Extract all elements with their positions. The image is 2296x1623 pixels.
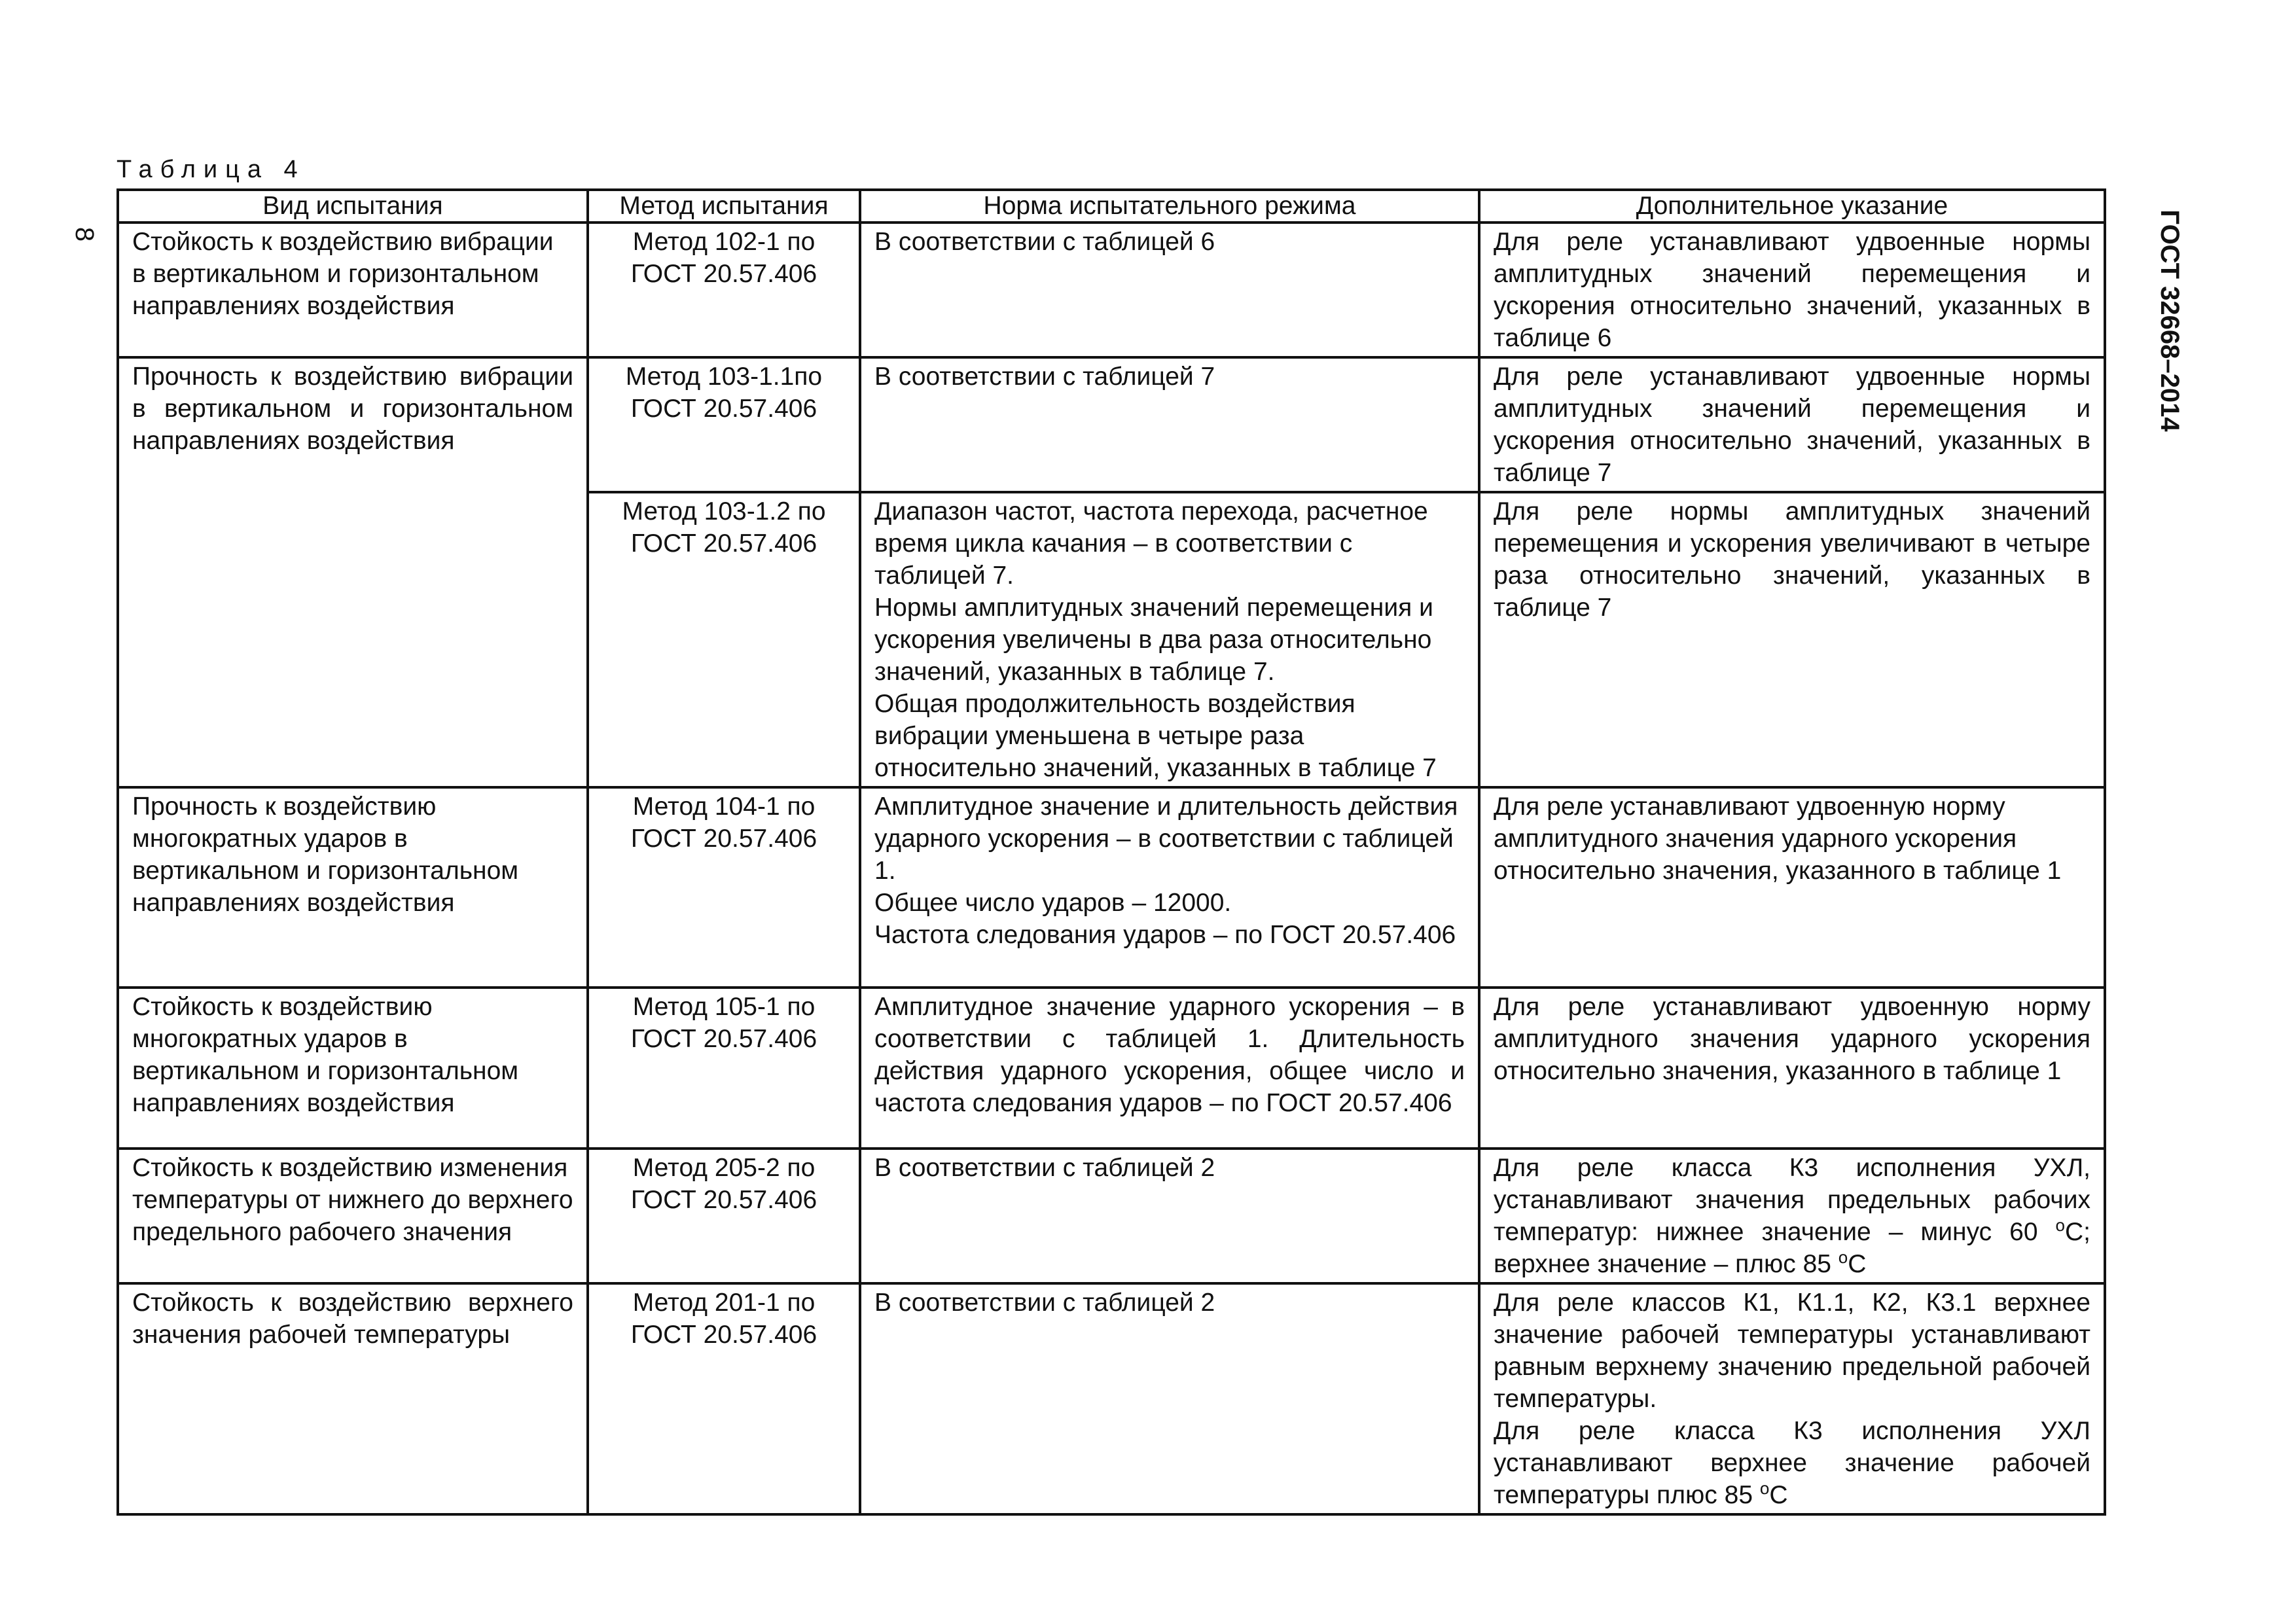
cell-test-norm: В соответствии с таблицей 2 [860, 1149, 1479, 1283]
note-text: Для реле класса К3 исполнения УХЛ, устанавливают значения предельных рабочих температур: нижнее значение – минус 60 [1494, 1154, 2090, 1246]
cell-additional-note: Для реле устанавливают удвоенную норму амплитудного значения ударного ускорения относительно значения, указанного в таблице 1 [1479, 988, 2105, 1149]
note-text: С [1769, 1481, 1788, 1509]
header-test-type: Вид испытания [118, 190, 588, 223]
note-text: С [1848, 1250, 1867, 1278]
cell-test-method: Метод 103-1.1по ГОСТ 20.57.406 [588, 357, 860, 492]
norm-line: Амплитудное значение и длительность действия ударного ускорения – в соответствии с таблицей 1. [874, 793, 1458, 885]
table-row [118, 357, 2105, 492]
note-text: Для реле класса К3 исполнения УХЛ устанавливают верхнее значение рабочей температуры плюс 85 [1494, 1417, 2090, 1509]
norm-line: Диапазон частот, частота перехода, расчетное время цикла качания – в соответствии с таблицей 7. [874, 497, 1428, 590]
norm-line: Общее число ударов – 12000. [874, 889, 1232, 917]
norm-line: Нормы амплитудных значений перемещения и ускорения увеличены в два раза относительно значений, указанных в таблице 7. [874, 594, 1433, 686]
cell-test-method: Метод 205-2 по ГОСТ 20.57.406 [588, 1149, 860, 1283]
table-row [118, 1283, 2105, 1514]
cell-test-type: Прочность к воздействию многократных ударов в вертикальном и горизонтальном направлениях воздействия [118, 787, 588, 988]
table-row [118, 988, 2105, 1149]
cell-test-type: Стойкость к воздействию вибрации в вертикальном и горизонтальном направлениях воздействия [118, 223, 588, 357]
cell-test-norm: В соответствии с таблицей 7 [860, 357, 1479, 492]
cell-additional-note: Для реле нормы амплитудных значений перемещения и ускорения увеличивают в четыре раза относительно значений, указанных в таблице 7 [1479, 492, 2105, 787]
note-line [1494, 1415, 2090, 1511]
header-test-norm: Норма испытательного режима [860, 190, 1479, 223]
cell-additional-note [1479, 1149, 2105, 1283]
page-number: 8 [70, 226, 99, 242]
cell-test-method: Метод 104-1 по ГОСТ 20.57.406 [588, 787, 860, 988]
note-text: С; верхнее значение – плюс 85 [1494, 1218, 2090, 1278]
table-header-row [118, 190, 2105, 223]
cell-test-method: Метод 102-1 по ГОСТ 20.57.406 [588, 223, 860, 357]
cell-test-norm: В соответствии с таблицей 2 [860, 1283, 1479, 1514]
cell-test-type: Стойкость к воздействию верхнего значения рабочей температуры [118, 1283, 588, 1514]
degree-sign: о [1838, 1247, 1848, 1267]
cell-test-type: Прочность к воздействию вибрации в вертикальном и горизонтальном направлениях воздействия [118, 357, 588, 787]
cell-test-method: Метод 201-1 по ГОСТ 20.57.406 [588, 1283, 860, 1514]
cell-additional-note: Для реле устанавливают удвоенные нормы амплитудных значений перемещения и ускорения относительно значений, указанных в таблице 6 [1479, 223, 2105, 357]
norm-line: Общая продолжительность воздействия вибрации уменьшена в четыре раза относительно значений, указанных в таблице 7 [874, 690, 1437, 782]
cell-test-type: Стойкость к воздействию многократных ударов в вертикальном и горизонтальном направлениях воздействия [118, 988, 588, 1149]
table-caption: Таблица 4 [117, 156, 306, 183]
header-additional-note: Дополнительное указание [1479, 190, 2105, 223]
cell-test-type: Стойкость к воздействию изменения температуры от нижнего до верхнего предельного рабочего значения [118, 1149, 588, 1283]
note-text: Для реле классов К1, К1.1, К2, К3.1 верхнее значение рабочей температуры устанавливают равным верхнему значению предельной рабочей температуры. [1494, 1289, 2090, 1413]
cell-additional-note [1479, 1283, 2105, 1514]
cell-test-norm: Амплитудное значение ударного ускорения – в соответствии с таблицей 1. Длительность действия ударного ускорения, общее число и частота следования ударов – по ГОСТ 20.57.406 [860, 988, 1479, 1149]
cell-test-norm [860, 492, 1479, 787]
cell-test-method: Метод 105-1 по ГОСТ 20.57.406 [588, 988, 860, 1149]
degree-sign: о [2055, 1215, 2065, 1235]
table-row [118, 223, 2105, 357]
cell-additional-note: Для реле устанавливают удвоенные нормы амплитудных значений перемещения и ускорения относительно значений, указанных в таблице 7 [1479, 357, 2105, 492]
table-row [118, 1149, 2105, 1283]
degree-sign: о [1759, 1478, 1770, 1498]
norm-line: Частота следования ударов – по ГОСТ 20.57.406 [874, 921, 1456, 949]
cell-test-norm: В соответствии с таблицей 6 [860, 223, 1479, 357]
cell-test-norm [860, 787, 1479, 988]
cell-test-method: Метод 103-1.2 по ГОСТ 20.57.406 [588, 492, 860, 787]
test-table [117, 188, 2106, 1516]
cell-additional-note: Для реле устанавливают удвоенную норму амплитудного значения ударного ускорения относительно значения, указанного в таблице 1 [1479, 787, 2105, 988]
document-code-margin [2153, 196, 2186, 445]
document-code: ГОСТ 32668–2014 [2155, 209, 2184, 432]
header-test-method: Метод испытания [588, 190, 860, 223]
table-row [118, 787, 2105, 988]
